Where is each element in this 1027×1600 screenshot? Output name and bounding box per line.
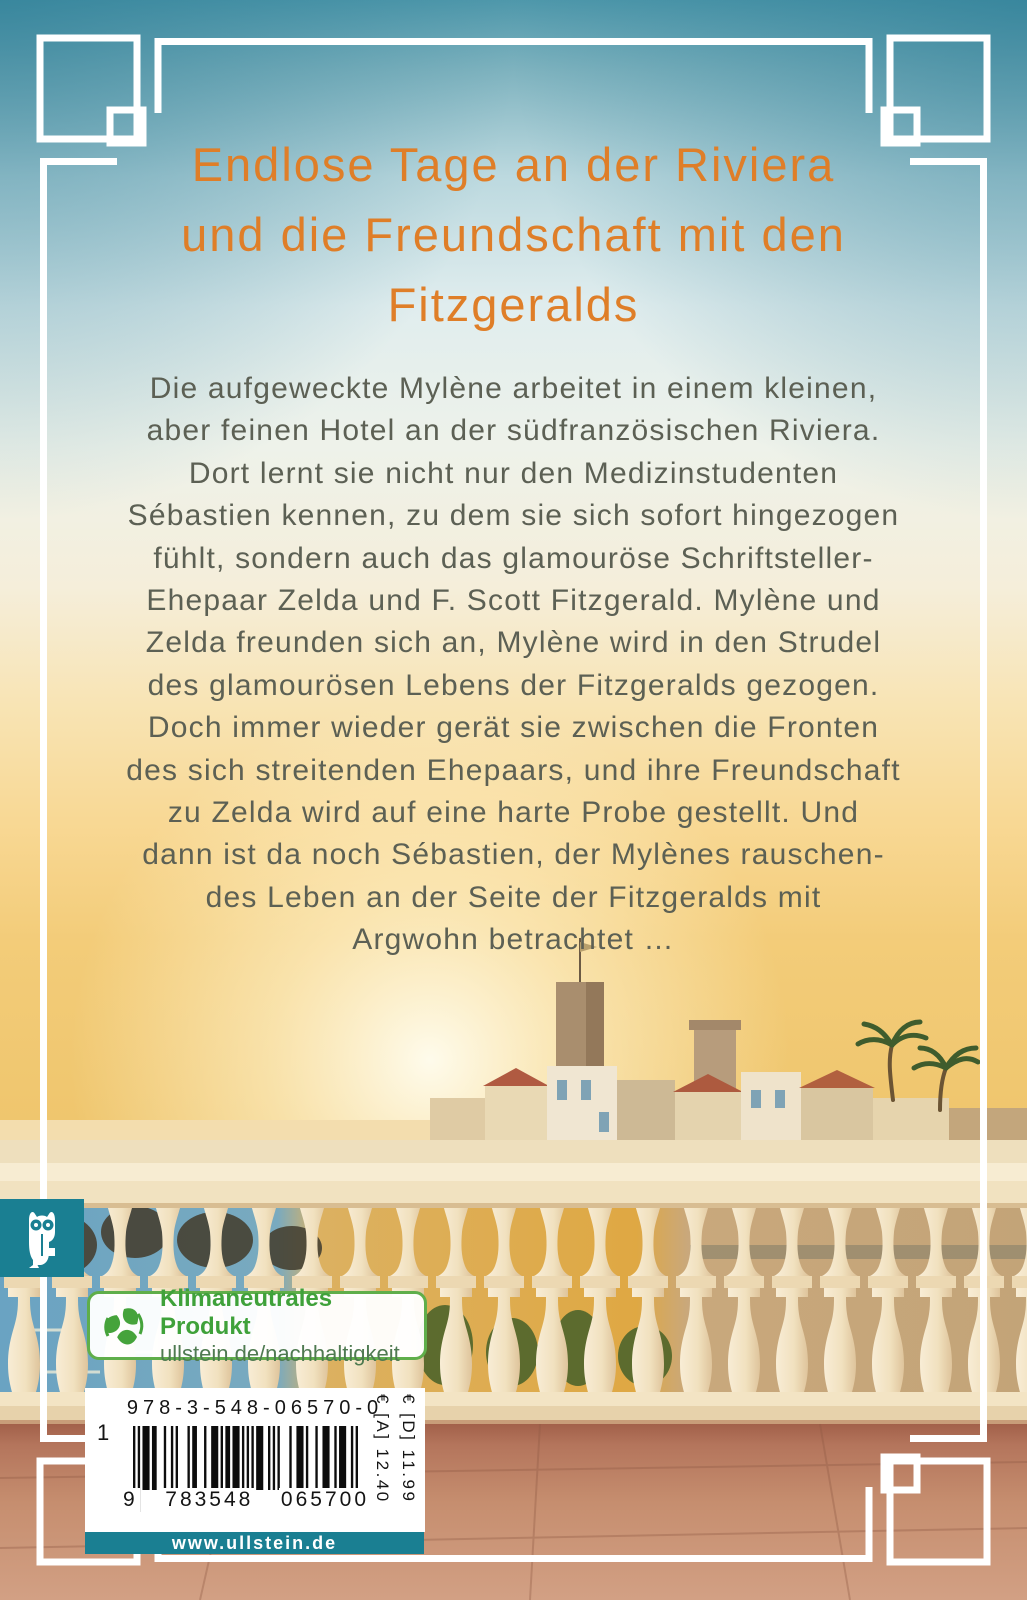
publisher-website: www.ullstein.de [85,1532,424,1554]
ullstein-owl-icon [19,1208,65,1268]
isbn-number: 978-3-548-06570-0 [126,1397,384,1419]
cover-headline: Endlose Tage an der Riviera und die Freundschaft mit den Fitzgeralds [181,138,846,331]
eco-label-title: Klimaneutrales Produkt [160,1284,333,1340]
edition-digit: 1 [97,1420,110,1445]
leaf-cycle-icon [98,1300,150,1352]
price-block: € [D] 11.99 € [A] 12.40 [373,1394,418,1504]
eco-label [87,1284,427,1366]
barcode-block [85,1388,425,1532]
eco-label-url: ullstein.de/nachhaltigkeit [160,1340,400,1366]
publisher-logo [0,1199,84,1277]
barcode-digits: 9 783548 065700 [123,1488,369,1511]
cover-blurb: Die aufgeweckte Mylène arbeitet in einem kleinen, aber feinen Hotel an der südfranzösischen Riviera. Dort lernt sie nicht nur den Medizinstudenten Sébastien kennen, zu dem sie sich sofort hingezogen fühlt, sondern auch das glamouröse Schriftsteller- Ehepaar Zelda und F. Scott Fitzgerald. Mylène und Zelda freunden sich an, Mylène wird in den Strudel des glamourösen Lebens der Fitzgeralds gezogen. Doch immer wieder gerät sie zwischen die Fronten des sich streitenden Ehepaars, und ihre Freundschaft zu Zelda wird auf eine harte Probe gestellt. Und dann ist da noch Sébastien, der Mylènes rauschen- des Leben an der Seite der Fitzgeralds mit Argwohn betrachtet … [126,372,901,957]
